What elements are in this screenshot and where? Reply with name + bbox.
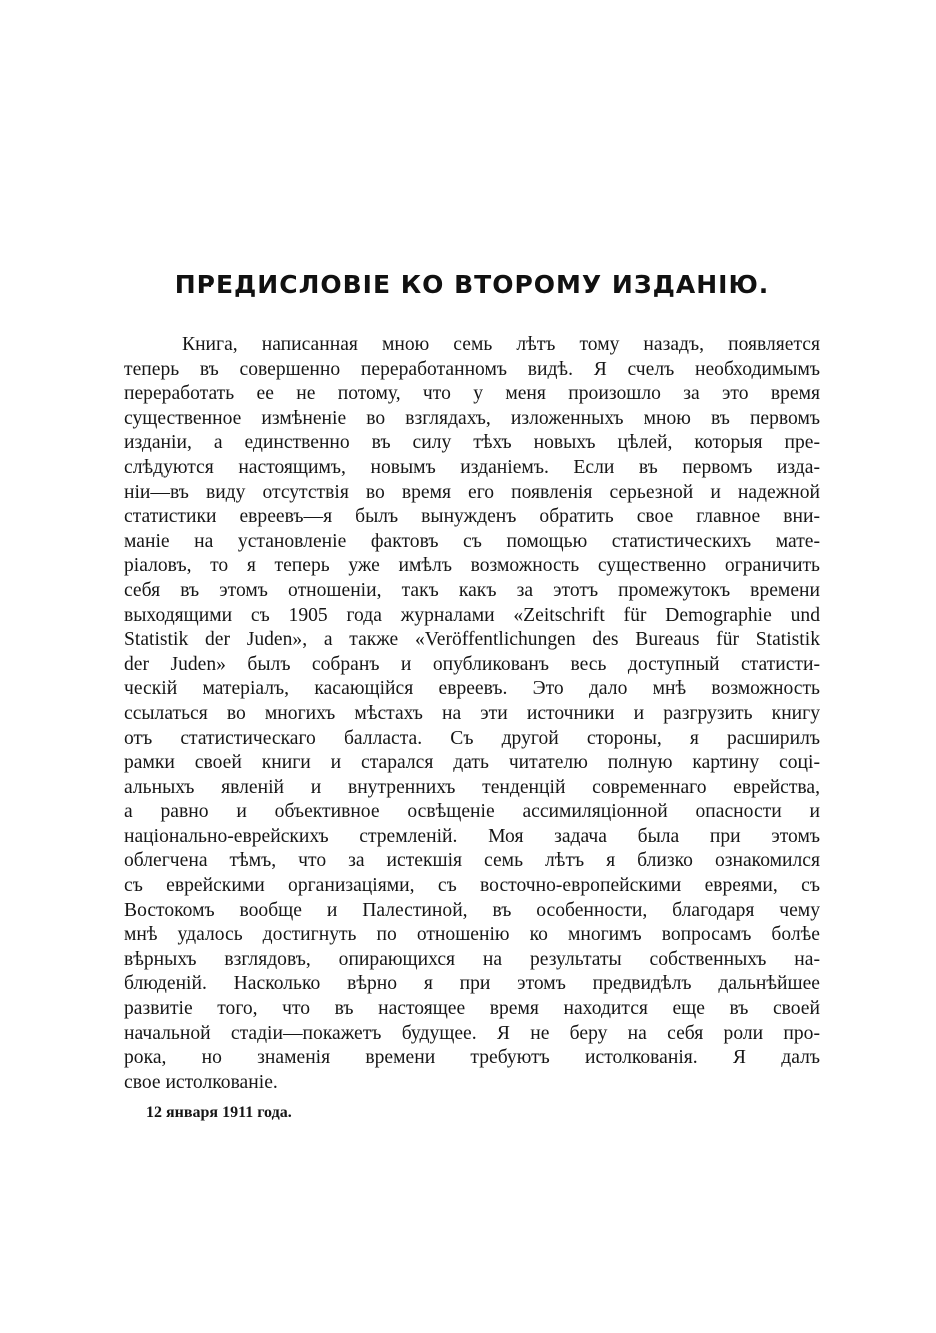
text-line: Statistik der Juden», а также «Veröffentlichungen des Bureaus für Statistik (124, 629, 820, 651)
text-line: себя въ этомъ отношеніи, такъ какъ за этотъ промежутокъ времени (124, 579, 820, 601)
preface-body (124, 333, 820, 1095)
text-line: переработать ее не потому, что у меня произошло за это время (124, 383, 820, 405)
text-line: съ еврейскими организаціями, съ восточно-европейскими евреями, съ (124, 875, 820, 897)
text-line: ніи—въ виду отсутствія во время его появленія серьезной и надежной (124, 481, 820, 503)
page-title: ПРЕДИСЛОВІЕ КО ВТОРОМУ ИЗДАНІЮ. (174, 270, 770, 299)
text-line: статистики евреевъ—я былъ вынужденъ обратить свое главное вни- (124, 506, 820, 528)
text-line: Книга, написанная мною семь лѣтъ тому назадъ, появляется (182, 334, 820, 355)
text-line: Востокомъ вообще и Палестиной, въ особенности, благодаря чему (124, 899, 820, 921)
text-line: начальной стадіи—покажетъ будущее. Я не беру на себя роли про- (124, 1022, 820, 1044)
text-line: теперь въ совершенно переработанномъ видѣ. Я счелъ необходимымъ (124, 358, 820, 380)
text-line: національно-еврейскихъ стремленій. Моя задача была при этомъ (124, 825, 820, 847)
text-line: изданіи, а единственно въ силу тѣхъ новыхъ цѣлей, которыя пре- (124, 432, 820, 454)
text-line: ріаловъ, то я теперь уже имѣлъ возможность существенно ограничить (124, 555, 820, 577)
text-line: слѣдуются настоящимъ, новымъ изданіемъ. Если въ первомъ изда- (124, 456, 820, 478)
text-line: der Juden» былъ собранъ и опубликованъ весь доступный статисти- (124, 653, 820, 675)
text-line: облегчена тѣмъ, что за истекшія семь лѣтъ я близко ознакомился (124, 850, 820, 872)
text-line: выходящими съ 1905 года журналами «Zeitschrift für Demographie und (124, 604, 820, 626)
text-line: ссылаться во многихъ мѣстахъ на эти источники и разгрузить книгу (124, 702, 820, 724)
text-line: мнѣ удалось достигнуть по отношенію ко многимъ вопросамъ болѣе (124, 924, 820, 946)
text-line: отъ статистическаго балласта. Съ другой стороны, я расширилъ (124, 727, 820, 749)
text-line: рока, но знаменія времени требуютъ истолкованія. Я далъ (124, 1047, 820, 1069)
preface-date: 12 января 1911 года. (146, 1104, 292, 1121)
text-line: а равно и объективное освѣщеніе ассимиляціонной опасности и (124, 801, 820, 823)
text-line: ческій матеріалъ, касающійся евреевъ. Это дало мнѣ возможность (124, 678, 820, 700)
text-line: маніе на установленіе фактовъ съ помощью статистическихъ мате- (124, 530, 820, 552)
text-line: блюденій. Насколько вѣрно я при этомъ предвидѣлъ дальнѣйшее (124, 973, 820, 995)
text-line: альныхъ явленій и внутреннихъ тенденцій современнаго еврейства, (124, 776, 820, 798)
text-line: развитіе того, что въ настоящее время находится еще въ своей (124, 998, 820, 1020)
text-line: существенное измѣненіе во взглядахъ, изложенныхъ мною въ первомъ (124, 407, 820, 429)
text-line: вѣрныхъ взглядовъ, опирающихся на результаты собственныхъ на- (124, 948, 820, 970)
text-line: свое истолкованіе. (124, 1071, 278, 1093)
text-line: рамки своей книги и старался дать читателю полную картину соці- (124, 752, 820, 774)
